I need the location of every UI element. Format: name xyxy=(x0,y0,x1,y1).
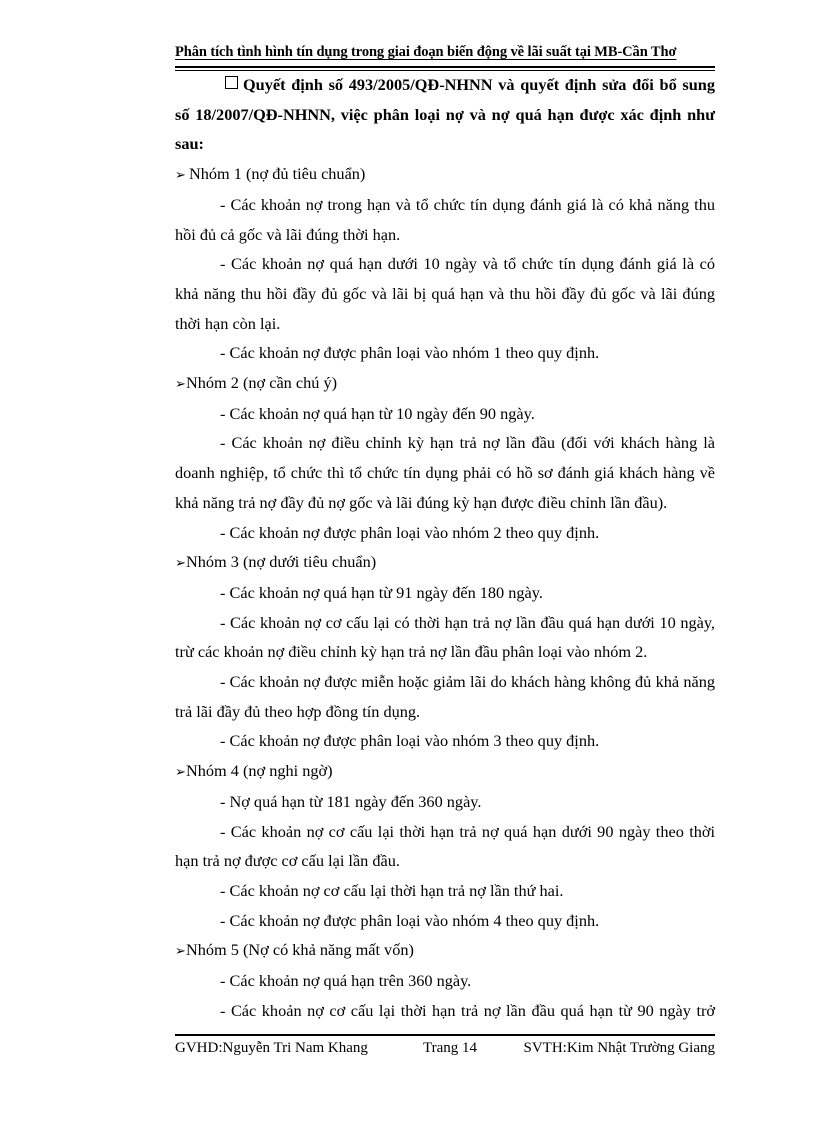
footer-advisor: GVHD:Nguyễn Tri Nam Khang xyxy=(175,1040,368,1056)
bullet-arrow-icon: ➢ xyxy=(175,943,186,959)
group-5-item-1: - Các khoản nợ quá hạn trên 360 ngày. xyxy=(220,971,472,991)
bullet-arrow-icon: ➢ xyxy=(175,376,186,392)
header-rule xyxy=(175,66,715,68)
group-2-item-3: - Các khoản nợ được phân loại vào nhóm 2 theo quy định. xyxy=(220,522,600,542)
footer-page-number: Trang 14 xyxy=(423,1040,478,1056)
group-4-item-3: - Các khoản nợ cơ cấu lại thời hạn trả nợ lần thứ hai. xyxy=(220,880,564,900)
group-3-item-2: - Các khoản nợ cơ cấu lại có thời hạn trả nợ lần đầu quá hạn dưới 10 ngày, trừ các khoản nợ điều chỉnh kỳ hạn trả nợ lần đầu phân loại vào nhóm 2. xyxy=(175,612,715,662)
group-5-item-2: - Các khoản nợ cơ cấu lại thời hạn trả nợ lần đầu quá hạn từ 90 ngày trở xyxy=(220,1000,715,1020)
intro-line-3: sau: xyxy=(175,134,204,154)
intro-line-1: Quyết định số 493/2005/QĐ-NHNN và quyết định sửa đổi bổ sung xyxy=(175,70,715,100)
group-4-item-4: - Các khoản nợ được phân loại vào nhóm 4 theo quy định. xyxy=(220,910,600,930)
document-body xyxy=(175,70,715,1026)
bullet-arrow-icon: ➢ xyxy=(175,555,186,571)
footer-student: SVTH:Kim Nhật Trường Giang xyxy=(523,1040,715,1056)
bullet-arrow-icon: ➢ xyxy=(175,167,186,183)
group-heading-2: ➢Nhóm 2 (nợ cần chú ý) xyxy=(175,368,715,399)
group-2-item-1: - Các khoản nợ quá hạn từ 10 ngày đến 90 ngày. xyxy=(220,403,535,423)
group-heading-3: ➢Nhóm 3 (nợ dưới tiêu chuẩn) xyxy=(175,547,715,578)
page-header-title: Phân tích tình hình tín dụng trong giai đoạn biến động về lãi suất tại MB-Cần Thơ xyxy=(175,44,677,60)
group-4-item-2: - Các khoản nợ cơ cấu lại thời hạn trả nợ quá hạn dưới 90 ngày theo thời hạn trả nợ được cơ cấu lại lần đầu. xyxy=(175,821,715,871)
group-1-item-2: - Các khoản nợ quá hạn dưới 10 ngày và tổ chức tín dụng đánh giá là có khả năng thu hồi đầy đủ gốc và lãi bị quá hạn và thu hồi đầy đủ gốc và lãi đúng thời hạn còn lại. xyxy=(175,254,715,333)
group-heading-1: ➢ Nhóm 1 (nợ đủ tiêu chuẩn) xyxy=(175,159,715,190)
checkbox-icon xyxy=(225,76,238,89)
group-4-item-1: - Nợ quá hạn từ 181 ngày đến 360 ngày. xyxy=(220,791,482,811)
group-1-item-3: - Các khoản nợ được phân loại vào nhóm 1 theo quy định. xyxy=(220,343,600,363)
intro-line-2: số 18/2007/QĐ-NHNN, việc phân loại nợ và nợ quá hạn được xác định như xyxy=(175,104,715,124)
group-heading-5: ➢Nhóm 5 (Nợ có khả năng mất vốn) xyxy=(175,935,715,966)
group-3-item-3: - Các khoản nợ được miễn hoặc giảm lãi do khách hàng không đủ khả năng trả lãi đầy đủ theo hợp đồng tín dụng. xyxy=(175,672,715,721)
group-heading-4: ➢Nhóm 4 (nợ nghi ngờ) xyxy=(175,756,715,787)
bullet-arrow-icon: ➢ xyxy=(175,764,186,780)
group-1-item-1: - Các khoản nợ trong hạn và tổ chức tín dụng đánh giá là có khả năng thu hồi đủ cả gốc và lãi đúng thời hạn. xyxy=(175,194,715,244)
group-2-item-2: - Các khoản nợ điều chỉnh kỳ hạn trả nợ lần đầu (đối với khách hàng là doanh nghiệp, tổ chức thì tổ chức tín dụng phải có hồ sơ đánh giá khách hàng về khả năng trả nợ đầy đủ nợ gốc và lãi đúng kỳ hạn được điều chỉnh lần đầu). xyxy=(175,433,715,512)
group-3-item-4: - Các khoản nợ được phân loại vào nhóm 3 theo quy định. xyxy=(220,731,600,751)
footer-rule xyxy=(175,1034,715,1036)
group-3-item-1: - Các khoản nợ quá hạn từ 91 ngày đến 180 ngày. xyxy=(220,582,543,602)
